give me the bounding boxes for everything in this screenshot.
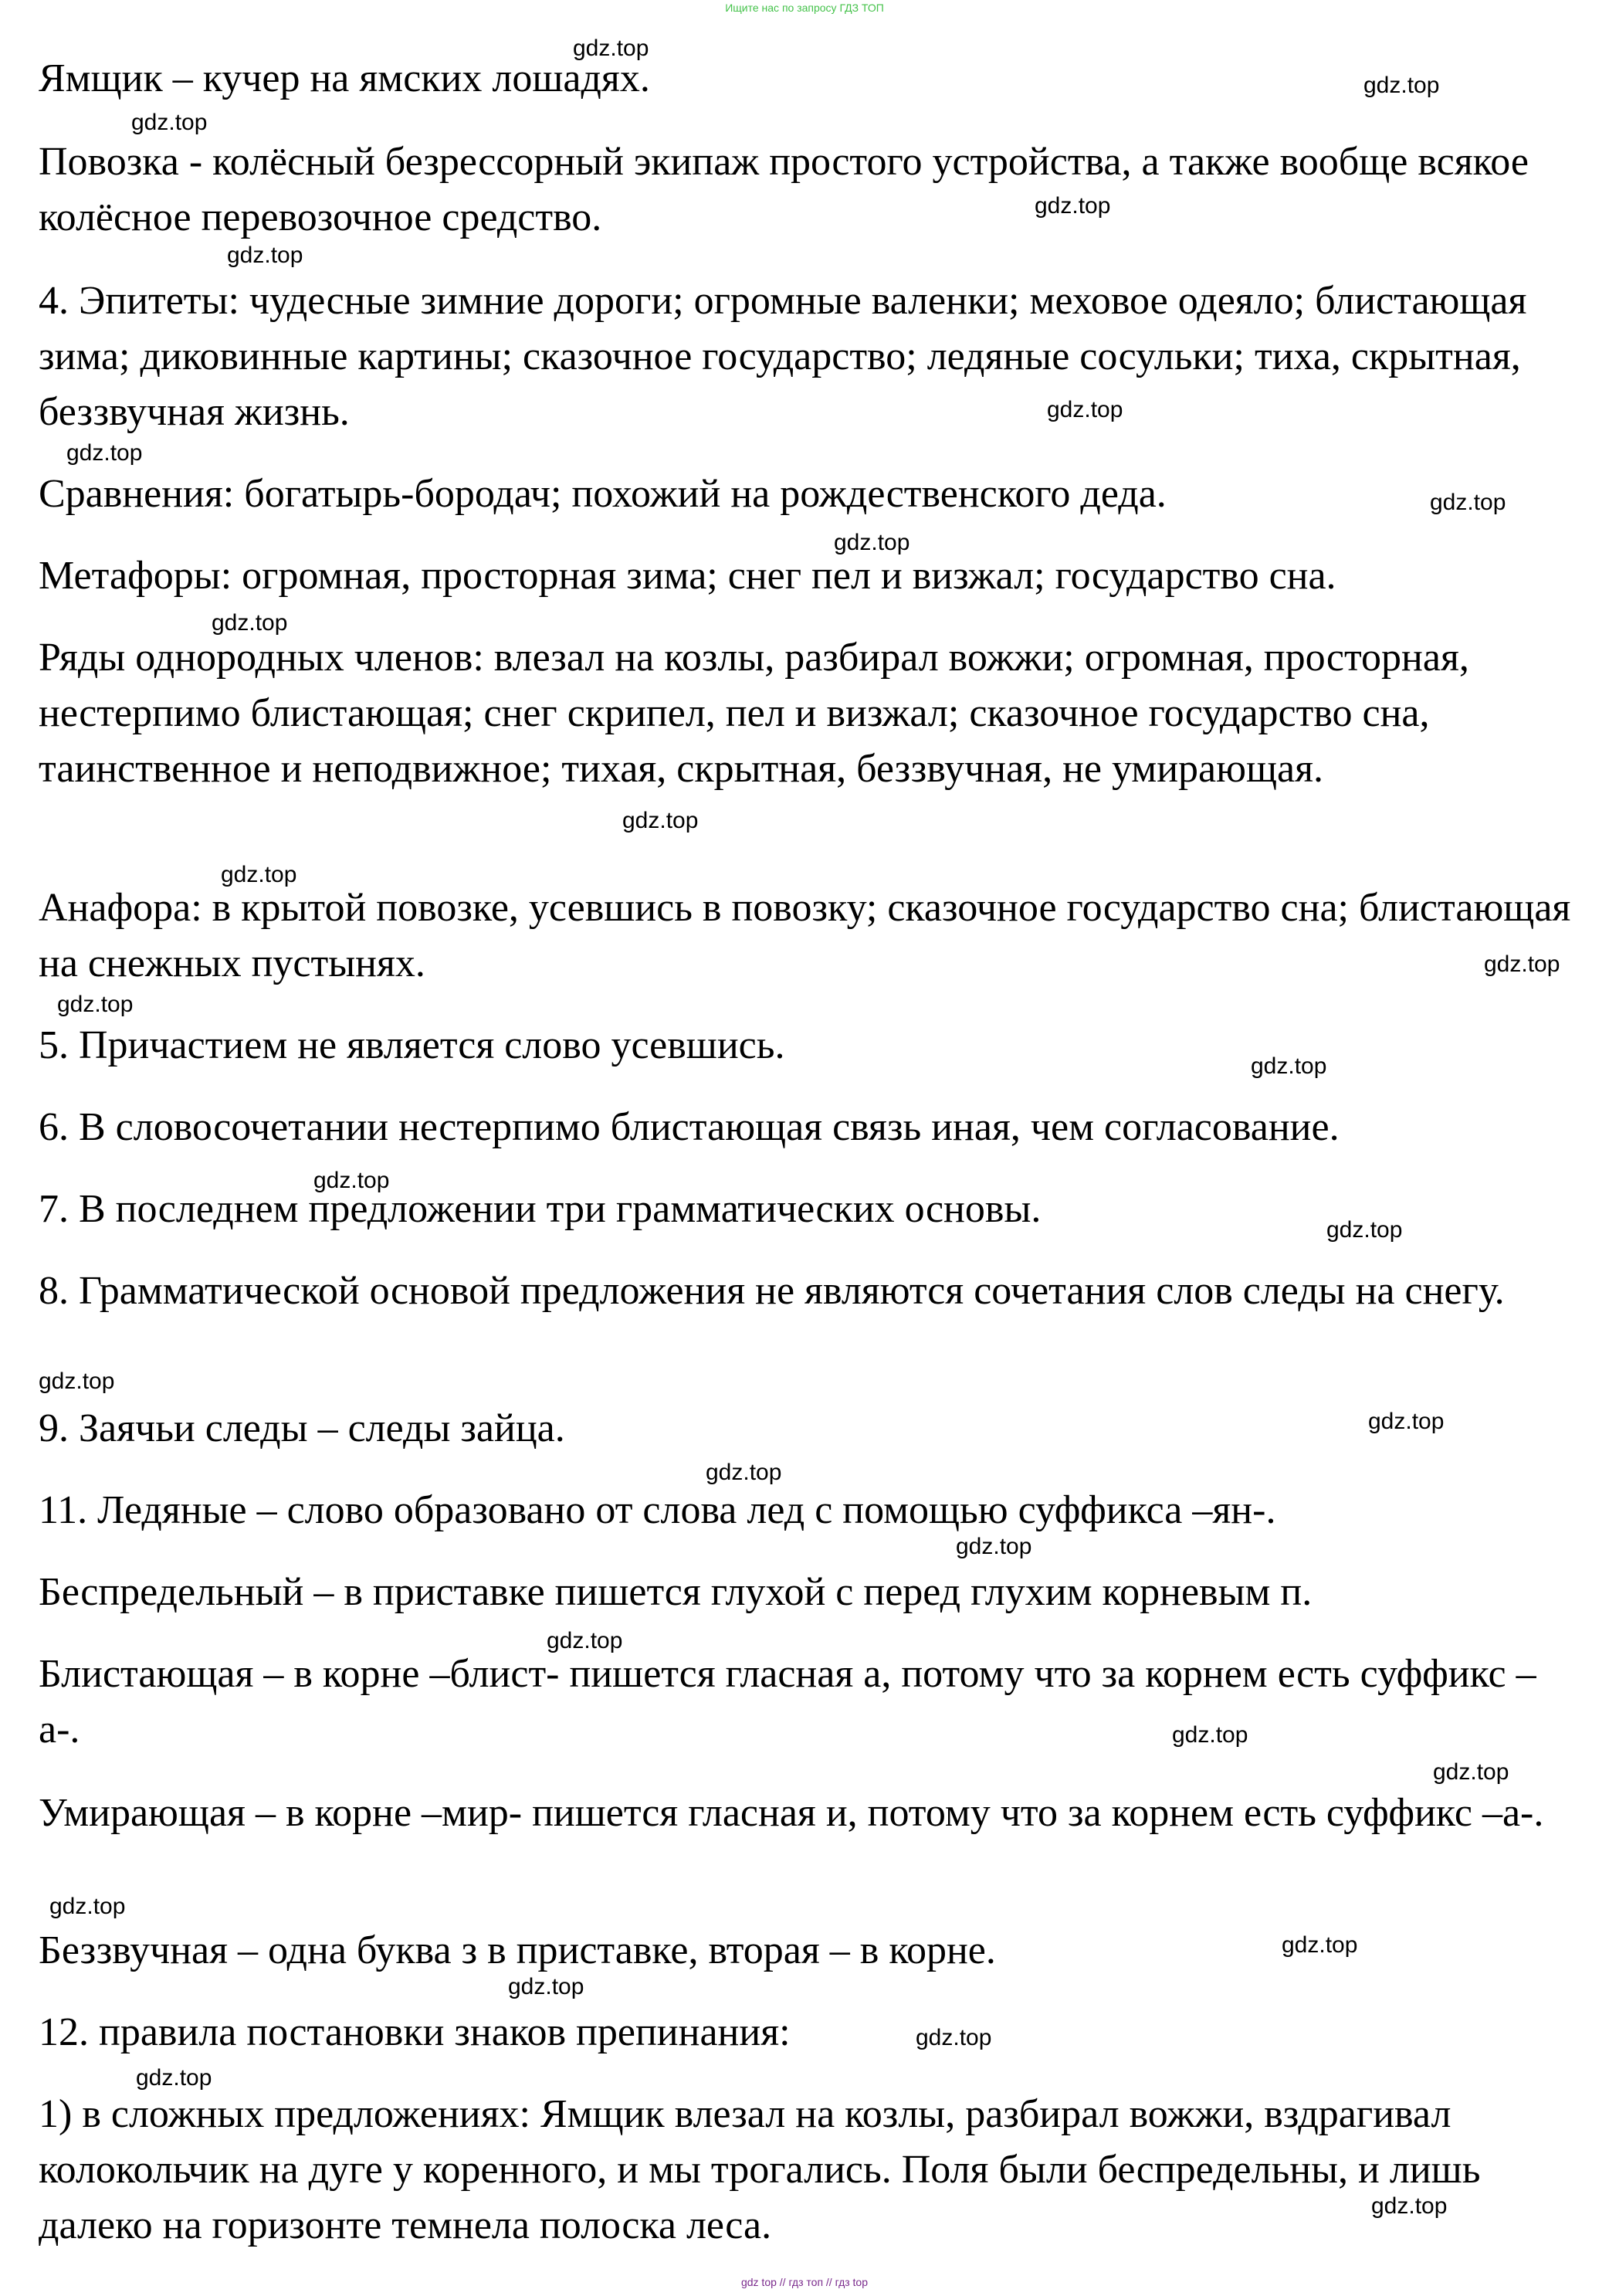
- watermark: gdz.top: [227, 242, 303, 268]
- watermark: gdz.top: [1251, 1053, 1327, 1079]
- paragraph-answer-7: 7. В последнем предложении три грамматических основы.: [39, 1187, 1042, 1231]
- watermark: gdz.top: [66, 440, 143, 466]
- paragraph-umirayushchaya: Умирающая – в корне –мир- пишется гласная и, потому что за корнем есть суффикс –а-.: [39, 1791, 1544, 1835]
- watermark: gdz.top: [131, 110, 208, 135]
- watermark: gdz.top: [49, 1894, 126, 1919]
- paragraph-blistayushchaya: Блистающая – в корне –блист- пишется гласная а, потому что за корнем есть суффикс –а-.: [39, 1652, 1536, 1752]
- watermark: gdz.top: [1430, 490, 1506, 515]
- watermark: gdz.top: [1433, 1759, 1509, 1785]
- top-banner: Ищите нас по запросу ГДЗ ТОП: [725, 2, 884, 14]
- paragraph-answer-6: 6. В словосочетании нестерпимо блистающая связь иная, чем согласование.: [39, 1105, 1340, 1149]
- footer-links: gdz top // гдз топ // гдз top: [740, 2276, 869, 2288]
- paragraph-epithets: 4. Эпитеты: чудесные зимние дороги; огромные валенки; меховое одеяло; блистающая зима; диковинные картины; сказочное государство; ледяные сосульки; тиха, скрытная, беззвучная жизнь.: [39, 279, 1527, 434]
- paragraph-homogeneous: Ряды однородных членов: влезал на козлы, разбирал вожжи; огромная, просторная, нестерпимо блистающая; снег скрипел, пел и визжал; сказочное государство сна, таинственное и неподвижное; тихая, скрытная, беззвучная, не умирающая.: [39, 636, 1469, 791]
- watermark: gdz.top: [1484, 951, 1560, 977]
- watermark: gdz.top: [706, 1460, 782, 1485]
- paragraph-comparisons: Сравнения: богатырь-бородач; похожий на рождественского деда.: [39, 472, 1167, 516]
- watermark: gdz.top: [508, 1974, 584, 1999]
- watermark: gdz.top: [1368, 1409, 1445, 1434]
- paragraph-answer-12: 12. правила постановки знаков препинания:: [39, 2010, 791, 2054]
- watermark: gdz.top: [136, 2065, 212, 2091]
- watermark: gdz.top: [834, 530, 910, 555]
- paragraph-answer-9: 9. Заячьи следы – следы зайца.: [39, 1406, 565, 1450]
- watermark: gdz.top: [313, 1168, 390, 1193]
- watermark: gdz.top: [1172, 1722, 1248, 1748]
- watermark: gdz.top: [57, 992, 134, 1017]
- watermark: gdz.top: [1035, 193, 1111, 219]
- paragraph-complex-sentences: 1) в сложных предложениях: Ямщик влезал на козлы, разбирал вожжи, вздрагивал колокольчик на дуге у коренного, и мы трогались. Поля были беспредельны, и лишь далеко на горизонте темнела полоска леса.: [39, 2092, 1481, 2247]
- paragraph-povozka: Повозка - колёсный безрессорный экипаж простого устройства, а также вообще всякое колёсное перевозочное средство.: [39, 140, 1529, 239]
- watermark: gdz.top: [956, 1534, 1032, 1559]
- paragraph-answer-5: 5. Причастием не является слово усевшись.: [39, 1023, 785, 1067]
- watermark: gdz.top: [1047, 397, 1123, 422]
- watermark: gdz.top: [916, 2025, 992, 2050]
- watermark: gdz.top: [221, 862, 297, 887]
- watermark: gdz.top: [1371, 2193, 1448, 2219]
- watermark: gdz.top: [212, 610, 288, 636]
- watermark: gdz.top: [39, 1368, 115, 1394]
- watermark: gdz.top: [1363, 73, 1440, 98]
- paragraph-metaphors: Метафоры: огромная, просторная зима; снег пел и визжал; государство сна.: [39, 554, 1336, 598]
- paragraph-anaphora: Анафора: в крытой повозке, усевшись в повозку; сказочное государство сна; блистающая на снежных пустынях.: [39, 886, 1571, 985]
- paragraph-bespredelny: Беспредельный – в приставке пишется глухой с перед глухим корневым п.: [39, 1570, 1313, 1614]
- paragraph-answer-8: 8. Грамматической основой предложения не являются сочетания слов следы на снегу.: [39, 1269, 1505, 1313]
- watermark: gdz.top: [622, 808, 699, 833]
- paragraph-answer-11: 11. Ледяные – слово образовано от слова лед с помощью суффикса –ян-.: [39, 1488, 1276, 1532]
- watermark: gdz.top: [1326, 1217, 1403, 1243]
- watermark: gdz.top: [547, 1628, 623, 1653]
- paragraph-yamshchik: Ямщик – кучер на ямских лошадях.: [39, 56, 650, 100]
- paragraph-bezzvuchnaya: Беззвучная – одна буква з в приставке, вторая – в корне.: [39, 1928, 996, 1972]
- watermark: gdz.top: [573, 36, 649, 61]
- watermark: gdz.top: [1282, 1932, 1358, 1958]
